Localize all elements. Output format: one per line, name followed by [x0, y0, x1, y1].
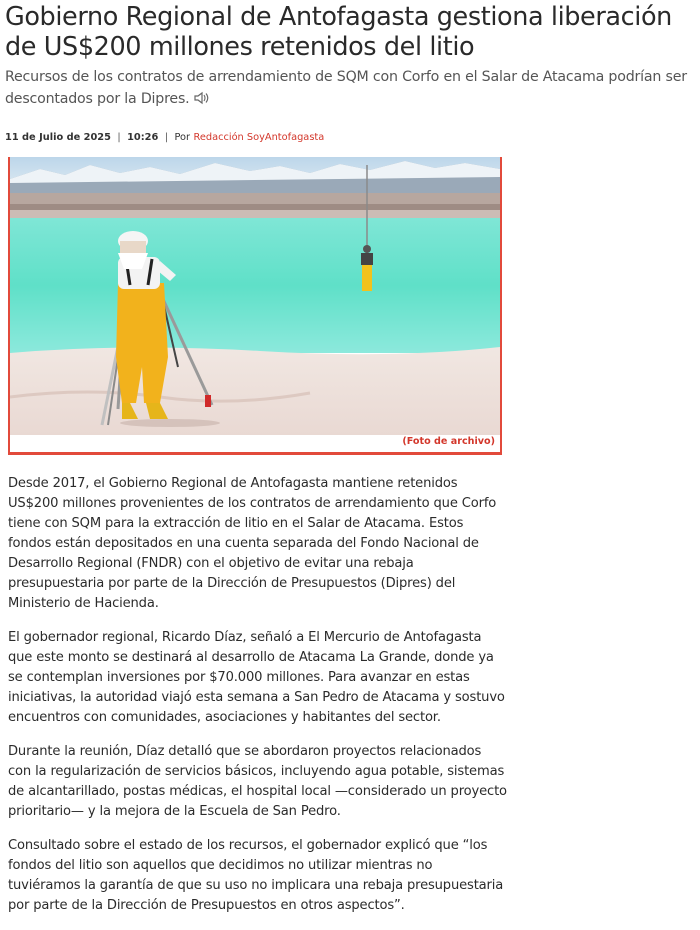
article-headline: Gobierno Regional de Antofagasta gestiona liberación de US$200 millones retenidos del litio [5, 2, 672, 62]
author-link[interactable]: Redacción SoyAntofagasta [193, 132, 325, 143]
speaker-audio-icon[interactable] [193, 90, 209, 112]
article-body [8, 474, 508, 930]
byline-by-label: Por [174, 132, 191, 143]
publish-time: 10:26 [127, 132, 159, 143]
article-byline [5, 132, 324, 143]
article-paragraph: Desde 2017, el Gobierno Regional de Antofagasta mantiene retenidos US$200 millones provenientes de los contratos de arrendamiento que Corfo tiene con SQM para la extracción de litio en el Salar de Atacama. Estos fondos están depositados en una cuenta separada del Fondo Nacional de Desarrollo Regional (FNDR) con el objetivo de evitar una rebaja presupuestaria por parte de la Dirección de Presupuestos (Dipres) del Ministerio de Hacienda. [8, 476, 497, 611]
article-paragraph: El gobernador regional, Ricardo Díaz, señaló a El Mercurio de Antofagasta que este monto se destinará al desarrollo de Atacama La Grande, donde ya se contemplan inversiones por $70.000 millones. Para avanzar en estas iniciativas, la autoridad viajó esta semana a San Pedro de Atacama y sostuvo encuentros con comunidades, asociaciones y habitantes del sector. [8, 630, 505, 725]
byline-separator-2: | [164, 132, 169, 143]
publish-date: 11 de Julio de 2025 [5, 132, 111, 143]
article-paragraph: Consultado sobre el estado de los recursos, el gobernador explicó que “los fondos del litio son aquellos que decidimos no utilizar mientras no tuviéramos la garantía de que su uso no implicara una rebaja presupuestaria por parte de la Dirección de Presupuestos en otros aspectos”. [8, 838, 504, 913]
subtitle-text: Recursos de los contratos de arrendamiento de SQM con Corfo en el Salar de Atacama podrían ser descontados por la Dipres. [5, 69, 687, 107]
article-paragraph: Durante la reunión, Díaz detalló que se abordaron proyectos relacionados con la regularización de servicios básicos, incluyendo agua potable, sistemas de alcantarillado, postas médicas, el hospital local —considerado un proyecto prioritario— y la mejora de la Escuela de San Pedro. [8, 744, 507, 819]
photo-caption: (Foto de archivo) [402, 436, 495, 447]
article-photo [8, 157, 502, 455]
article-subtitle [5, 66, 695, 112]
byline-separator: | [117, 132, 121, 143]
photo-salar-de-atacama [10, 157, 500, 435]
